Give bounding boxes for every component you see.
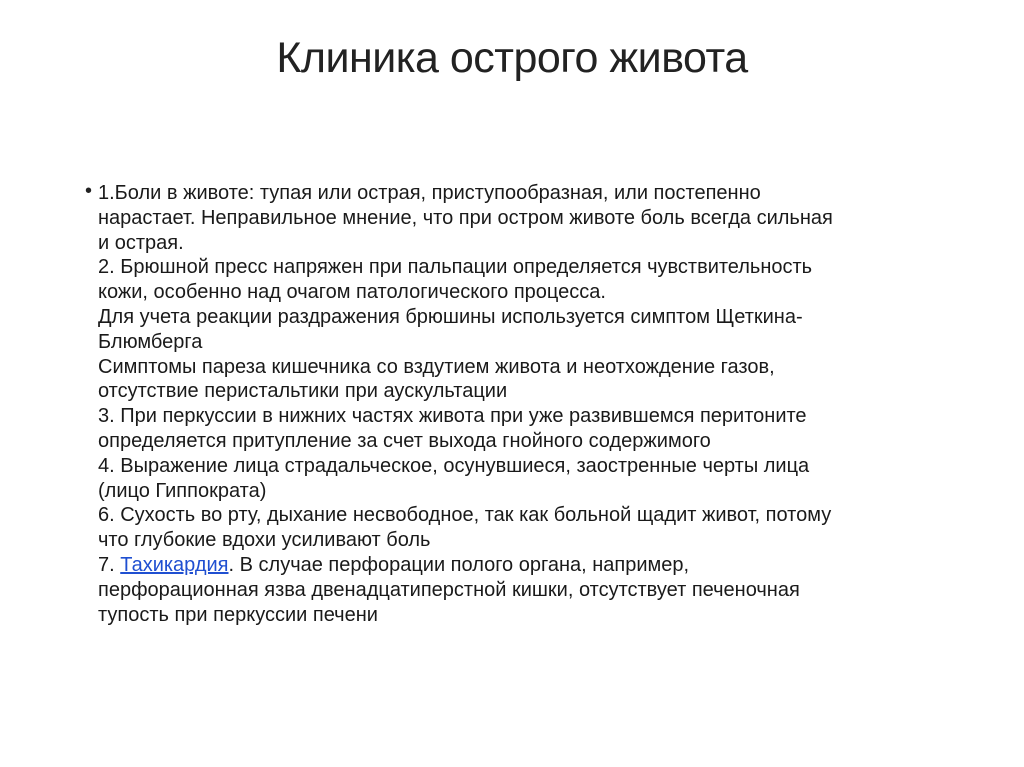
text-line: Симптомы пареза кишечника со вздутием живота и неотхождение газов, <box>98 355 775 378</box>
text-line: 3. При перкуссии в нижних частях живота при уже развившемся перитоните <box>98 405 807 428</box>
slide-title: Клиника острого живота <box>276 34 748 82</box>
text-line: отсутствие перистальтики при аускультации <box>98 380 508 403</box>
text-line: перфорационная язва двенадцатиперстной кишки, отсутствует печеночная <box>98 578 800 601</box>
slide-body <box>98 181 978 627</box>
tachycardia-link[interactable]: Тахикардия <box>120 553 229 576</box>
text-line: 2. Брюшной пресс напряжен при пальпации определяется чувствительность <box>98 256 813 279</box>
text-line: кожи, особенно над очагом патологического процесса. <box>98 281 606 304</box>
text-line: 1.Боли в животе: тупая или острая, приступообразная, или постепенно <box>98 182 761 204</box>
text-line: (лицо Гиппократа) <box>98 479 267 502</box>
text-line: тупость при перкуссии печени <box>98 603 378 626</box>
text-line: и острая. <box>98 231 184 254</box>
line-suffix: . В случае перфорации полого органа, например, <box>228 553 690 576</box>
text-line-with-link <box>98 553 978 578</box>
text-line: что глубокие вдохи усиливают боль <box>98 529 431 552</box>
text-line: определяется притупление за счет выхода гнойного содержимого <box>98 429 711 452</box>
text-line: 6. Сухость во рту, дыхание несвободное, так как больной щадит живот, потому <box>98 504 832 527</box>
line-prefix: 7. <box>98 553 121 576</box>
text-line: 4. Выражение лица страдальческое, осунувшиеся, заостренные черты лица <box>98 454 810 477</box>
text-line: Блюмберга <box>98 330 203 353</box>
text-line: Для учета реакции раздражения брюшины используется симптом Щеткина- <box>98 305 803 328</box>
text-line: нарастает. Неправильное мнение, что при остром животе боль всегда сильная <box>98 206 833 229</box>
bullet-marker: • <box>85 180 93 202</box>
